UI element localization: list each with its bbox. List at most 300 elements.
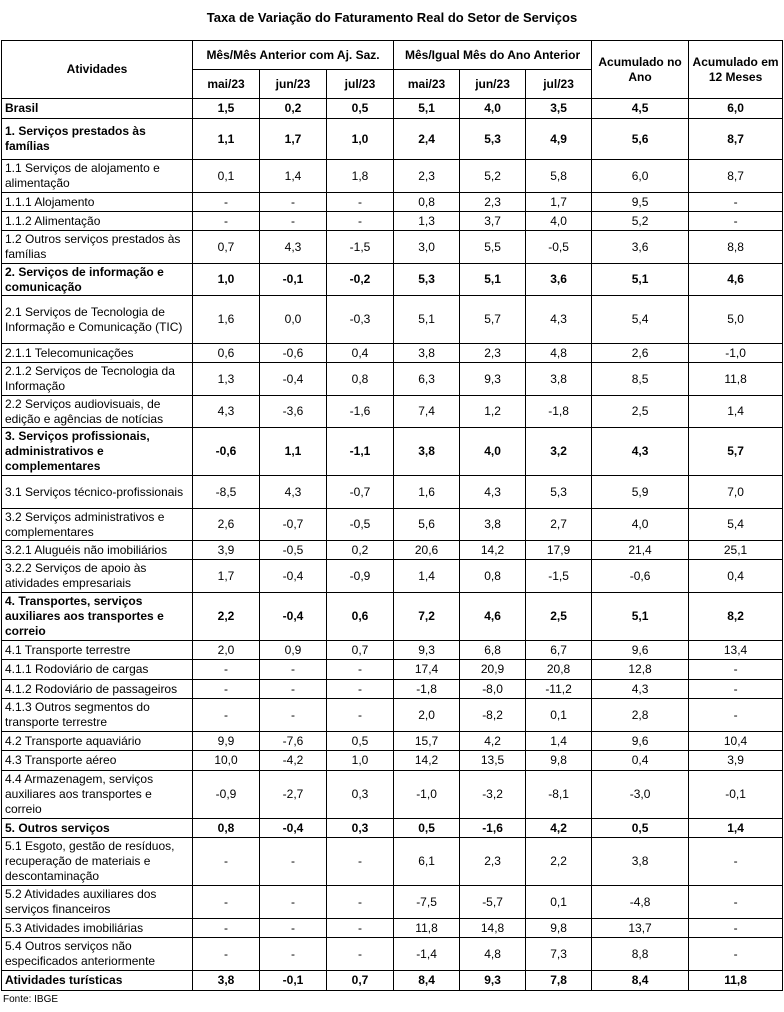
- value-cell: -0,6: [592, 560, 689, 593]
- value-cell: -4,2: [260, 751, 327, 771]
- value-cell: -3,6: [260, 396, 327, 428]
- row-label: 5.3 Atividades imobiliárias: [2, 919, 193, 938]
- value-cell: 5,7: [460, 296, 526, 344]
- value-cell: -0,9: [193, 771, 260, 819]
- value-cell: 3,8: [526, 363, 592, 396]
- value-cell: 4,3: [526, 296, 592, 344]
- table-row: [2, 509, 783, 541]
- value-cell: 0,9: [260, 641, 327, 660]
- table-row: [2, 476, 783, 509]
- value-cell: 1,0: [193, 264, 260, 296]
- value-cell: 8,8: [592, 938, 689, 971]
- value-cell: 11,8: [394, 919, 460, 938]
- value-cell: -1,6: [460, 819, 526, 838]
- table-row: [2, 119, 783, 160]
- value-cell: 5,6: [394, 509, 460, 541]
- value-cell: 9,6: [592, 732, 689, 751]
- value-cell: 14,2: [394, 751, 460, 771]
- table-row: [2, 919, 783, 938]
- value-cell: -2,7: [260, 771, 327, 819]
- value-cell: 4,3: [592, 680, 689, 699]
- value-cell: 8,7: [689, 160, 783, 193]
- value-cell: -0,6: [260, 344, 327, 363]
- value-cell: 3,9: [193, 541, 260, 560]
- table-row: [2, 886, 783, 919]
- table-row: [2, 699, 783, 732]
- value-cell: 7,4: [394, 396, 460, 428]
- value-cell: -11,2: [526, 680, 592, 699]
- value-cell: 13,4: [689, 641, 783, 660]
- value-cell: -: [193, 193, 260, 212]
- value-cell: -1,1: [327, 428, 394, 476]
- value-cell: -0,7: [327, 476, 394, 509]
- value-cell: 5,1: [460, 264, 526, 296]
- value-cell: 14,8: [460, 919, 526, 938]
- value-cell: 9,8: [526, 919, 592, 938]
- value-cell: 9,6: [592, 641, 689, 660]
- value-cell: 4,3: [460, 476, 526, 509]
- header-accumulated-12-months: Acumulado em 12 Meses: [689, 41, 783, 99]
- value-cell: 5,1: [394, 296, 460, 344]
- header-month-over-month: Mês/Mês Anterior com Aj. Saz.: [193, 41, 394, 70]
- value-cell: -: [193, 938, 260, 971]
- value-cell: 0,0: [260, 296, 327, 344]
- row-label: Brasil: [2, 99, 193, 119]
- value-cell: 1,6: [193, 296, 260, 344]
- row-label: 3.1 Serviços técnico-profissionais: [2, 476, 193, 509]
- value-cell: 2,4: [394, 119, 460, 160]
- value-cell: 1,5: [193, 99, 260, 119]
- value-cell: 0,8: [394, 193, 460, 212]
- value-cell: 0,5: [327, 732, 394, 751]
- value-cell: 0,2: [260, 99, 327, 119]
- value-cell: 0,6: [193, 344, 260, 363]
- value-cell: 1,0: [327, 119, 394, 160]
- value-cell: 4,3: [592, 428, 689, 476]
- value-cell: 1,1: [260, 428, 327, 476]
- value-cell: 1,6: [394, 476, 460, 509]
- row-label: 3. Serviços profissionais, administrativos e complementares: [2, 428, 193, 476]
- value-cell: 2,0: [193, 641, 260, 660]
- value-cell: -0,4: [260, 560, 327, 593]
- value-cell: 9,5: [592, 193, 689, 212]
- header-year-over-year: Mês/Igual Mês do Ano Anterior: [394, 41, 592, 70]
- value-cell: -: [689, 680, 783, 699]
- value-cell: 5,1: [592, 593, 689, 641]
- value-cell: 0,8: [193, 819, 260, 838]
- value-cell: 0,5: [592, 819, 689, 838]
- value-cell: -: [327, 660, 394, 680]
- value-cell: -0,5: [327, 509, 394, 541]
- value-cell: 5,6: [592, 119, 689, 160]
- value-cell: 8,4: [592, 971, 689, 991]
- value-cell: -3,0: [592, 771, 689, 819]
- value-cell: 6,1: [394, 838, 460, 886]
- value-cell: -: [260, 680, 327, 699]
- value-cell: 9,3: [394, 641, 460, 660]
- value-cell: 6,7: [526, 641, 592, 660]
- value-cell: 4,3: [193, 396, 260, 428]
- value-cell: -: [689, 838, 783, 886]
- value-cell: 25,1: [689, 541, 783, 560]
- value-cell: -0,3: [327, 296, 394, 344]
- row-label: 2. Serviços de informação e comunicação: [2, 264, 193, 296]
- value-cell: -: [260, 212, 327, 231]
- value-cell: 5,3: [394, 264, 460, 296]
- table-row: [2, 660, 783, 680]
- value-cell: 0,1: [193, 160, 260, 193]
- value-cell: 13,5: [460, 751, 526, 771]
- value-cell: 5,4: [592, 296, 689, 344]
- value-cell: 8,7: [689, 119, 783, 160]
- value-cell: 20,8: [526, 660, 592, 680]
- value-cell: -: [193, 660, 260, 680]
- value-cell: -: [689, 699, 783, 732]
- table-row: [2, 296, 783, 344]
- value-cell: 8,5: [592, 363, 689, 396]
- row-label: 3.2.2 Serviços de apoio às atividades empresariais: [2, 560, 193, 593]
- row-label: 3.2.1 Aluguéis não imobiliários: [2, 541, 193, 560]
- row-label: 4. Transportes, serviços auxiliares aos transportes e correio: [2, 593, 193, 641]
- value-cell: -: [327, 193, 394, 212]
- value-cell: 6,0: [592, 160, 689, 193]
- value-cell: 4,3: [260, 476, 327, 509]
- value-cell: 2,5: [526, 593, 592, 641]
- value-cell: 0,8: [460, 560, 526, 593]
- row-label: 4.4 Armazenagem, serviços auxiliares aos transportes e correio: [2, 771, 193, 819]
- row-label: 4.1.2 Rodoviário de passageiros: [2, 680, 193, 699]
- value-cell: 9,3: [460, 971, 526, 991]
- value-cell: 17,9: [526, 541, 592, 560]
- table-row: [2, 593, 783, 641]
- header-month-4: jun/23: [460, 70, 526, 99]
- value-cell: 2,2: [193, 593, 260, 641]
- value-cell: 10,4: [689, 732, 783, 751]
- value-cell: -0,6: [193, 428, 260, 476]
- row-label: 4.1.3 Outros segmentos do transporte terrestre: [2, 699, 193, 732]
- value-cell: -8,0: [460, 680, 526, 699]
- value-cell: -8,5: [193, 476, 260, 509]
- value-cell: 1,4: [689, 396, 783, 428]
- value-cell: 4,2: [526, 819, 592, 838]
- table-row: [2, 641, 783, 660]
- value-cell: 6,0: [689, 99, 783, 119]
- table-row: [2, 680, 783, 699]
- value-cell: -: [260, 660, 327, 680]
- row-label: 2.1.2 Serviços de Tecnologia da Informação: [2, 363, 193, 396]
- row-label: 4.1.1 Rodoviário de cargas: [2, 660, 193, 680]
- value-cell: -: [193, 212, 260, 231]
- table-row: [2, 363, 783, 396]
- value-cell: 3,8: [193, 971, 260, 991]
- value-cell: 5,2: [592, 212, 689, 231]
- value-cell: 11,8: [689, 971, 783, 991]
- value-cell: -1,8: [394, 680, 460, 699]
- value-cell: 1,4: [689, 819, 783, 838]
- value-cell: -0,1: [260, 264, 327, 296]
- value-cell: 4,2: [460, 732, 526, 751]
- value-cell: -0,5: [260, 541, 327, 560]
- value-cell: -1,8: [526, 396, 592, 428]
- value-cell: 3,8: [592, 838, 689, 886]
- table-row: [2, 212, 783, 231]
- value-cell: 5,0: [689, 296, 783, 344]
- value-cell: 4,6: [689, 264, 783, 296]
- value-cell: 2,6: [193, 509, 260, 541]
- row-label: 5.2 Atividades auxiliares dos serviços financeiros: [2, 886, 193, 919]
- header-month-0: mai/23: [193, 70, 260, 99]
- row-label: 5. Outros serviços: [2, 819, 193, 838]
- value-cell: -: [327, 212, 394, 231]
- table-title: Taxa de Variação do Faturamento Real do Setor de Serviços: [206, 10, 578, 25]
- value-cell: 1,3: [193, 363, 260, 396]
- value-cell: 4,8: [526, 344, 592, 363]
- value-cell: 4,0: [460, 99, 526, 119]
- value-cell: -: [193, 886, 260, 919]
- table-row: [2, 396, 783, 428]
- value-cell: 2,7: [526, 509, 592, 541]
- row-label: 1.1.1 Alojamento: [2, 193, 193, 212]
- value-cell: -: [689, 193, 783, 212]
- row-label: 4.3 Transporte aéreo: [2, 751, 193, 771]
- value-cell: -: [689, 660, 783, 680]
- value-cell: 2,3: [460, 344, 526, 363]
- table-row: [2, 231, 783, 264]
- value-cell: 1,7: [193, 560, 260, 593]
- value-cell: -0,7: [260, 509, 327, 541]
- value-cell: -4,8: [592, 886, 689, 919]
- header-month-5: jul/23: [526, 70, 592, 99]
- value-cell: 0,3: [327, 771, 394, 819]
- value-cell: 1,0: [327, 751, 394, 771]
- value-cell: 3,2: [526, 428, 592, 476]
- value-cell: 6,8: [460, 641, 526, 660]
- value-cell: 2,3: [460, 193, 526, 212]
- table-row: [2, 938, 783, 971]
- value-cell: 4,9: [526, 119, 592, 160]
- value-cell: 21,4: [592, 541, 689, 560]
- value-cell: 9,9: [193, 732, 260, 751]
- value-cell: 5,4: [689, 509, 783, 541]
- value-cell: 4,0: [592, 509, 689, 541]
- value-cell: 4,5: [592, 99, 689, 119]
- value-cell: -1,0: [689, 344, 783, 363]
- value-cell: 8,8: [689, 231, 783, 264]
- value-cell: 3,8: [394, 344, 460, 363]
- value-cell: 3,6: [592, 231, 689, 264]
- row-label: 1. Serviços prestados às famílias: [2, 119, 193, 160]
- value-cell: 2,2: [526, 838, 592, 886]
- value-cell: 7,2: [394, 593, 460, 641]
- value-cell: 1,8: [327, 160, 394, 193]
- value-cell: -: [260, 193, 327, 212]
- value-cell: 11,8: [689, 363, 783, 396]
- row-label: 1.2 Outros serviços prestados às famílias: [2, 231, 193, 264]
- table-row: [2, 838, 783, 886]
- value-cell: -0,5: [526, 231, 592, 264]
- value-cell: 8,4: [394, 971, 460, 991]
- value-cell: -1,0: [394, 771, 460, 819]
- value-cell: 3,8: [394, 428, 460, 476]
- value-cell: 7,0: [689, 476, 783, 509]
- value-cell: 5,1: [394, 99, 460, 119]
- value-cell: 1,1: [193, 119, 260, 160]
- value-cell: 0,3: [327, 819, 394, 838]
- value-cell: -0,2: [327, 264, 394, 296]
- value-cell: 1,2: [460, 396, 526, 428]
- value-cell: 1,4: [526, 732, 592, 751]
- value-cell: -: [260, 699, 327, 732]
- value-cell: 3,0: [394, 231, 460, 264]
- value-cell: 0,7: [327, 971, 394, 991]
- row-label: 5.1 Esgoto, gestão de resíduos, recuperação de materiais e descontaminação: [2, 838, 193, 886]
- table-row: [2, 99, 783, 119]
- value-cell: 1,3: [394, 212, 460, 231]
- value-cell: 2,8: [592, 699, 689, 732]
- value-cell: -5,7: [460, 886, 526, 919]
- value-cell: -8,2: [460, 699, 526, 732]
- value-cell: -: [260, 938, 327, 971]
- value-cell: -0,1: [689, 771, 783, 819]
- value-cell: 9,3: [460, 363, 526, 396]
- value-cell: 9,8: [526, 751, 592, 771]
- value-cell: -0,1: [260, 971, 327, 991]
- value-cell: 5,9: [592, 476, 689, 509]
- value-cell: 12,8: [592, 660, 689, 680]
- value-cell: 5,2: [460, 160, 526, 193]
- row-label: 4.2 Transporte aquaviário: [2, 732, 193, 751]
- source-note: Fonte: IBGE: [3, 994, 59, 1005]
- table-row: [2, 560, 783, 593]
- table-row: [2, 751, 783, 771]
- row-label: 2.1 Serviços de Tecnologia de Informação e Comunicação (TIC): [2, 296, 193, 344]
- value-cell: 2,3: [394, 160, 460, 193]
- value-cell: 3,6: [526, 264, 592, 296]
- value-cell: 0,4: [327, 344, 394, 363]
- value-cell: -: [327, 699, 394, 732]
- value-cell: 0,7: [193, 231, 260, 264]
- value-cell: -: [193, 699, 260, 732]
- value-cell: 8,2: [689, 593, 783, 641]
- row-label: Atividades turísticas: [2, 971, 193, 991]
- value-cell: 2,5: [592, 396, 689, 428]
- services-revenue-table: [1, 40, 783, 991]
- value-cell: -: [689, 212, 783, 231]
- value-cell: 0,5: [394, 819, 460, 838]
- row-label: 1.1.2 Alimentação: [2, 212, 193, 231]
- value-cell: -: [689, 919, 783, 938]
- value-cell: -7,6: [260, 732, 327, 751]
- header-accumulated-year: Acumulado no Ano: [592, 41, 689, 99]
- value-cell: -7,5: [394, 886, 460, 919]
- value-cell: 13,7: [592, 919, 689, 938]
- table-row: [2, 819, 783, 838]
- value-cell: 17,4: [394, 660, 460, 680]
- value-cell: 5,5: [460, 231, 526, 264]
- header-month-2: jul/23: [327, 70, 394, 99]
- table-row: [2, 732, 783, 751]
- value-cell: -: [193, 919, 260, 938]
- value-cell: 0,5: [327, 99, 394, 119]
- table-row: [2, 160, 783, 193]
- value-cell: -: [327, 838, 394, 886]
- value-cell: -: [260, 919, 327, 938]
- value-cell: -: [260, 838, 327, 886]
- value-cell: 15,7: [394, 732, 460, 751]
- value-cell: 1,7: [526, 193, 592, 212]
- table-row: [2, 771, 783, 819]
- value-cell: -: [260, 886, 327, 919]
- value-cell: 1,4: [394, 560, 460, 593]
- value-cell: 20,6: [394, 541, 460, 560]
- value-cell: 0,4: [689, 560, 783, 593]
- value-cell: 0,8: [327, 363, 394, 396]
- header-month-3: mai/23: [394, 70, 460, 99]
- value-cell: 7,8: [526, 971, 592, 991]
- table-row: [2, 428, 783, 476]
- header-atividades: Atividades: [2, 41, 193, 99]
- table-row: [2, 541, 783, 560]
- value-cell: 4,3: [260, 231, 327, 264]
- value-cell: 2,3: [460, 838, 526, 886]
- value-cell: 3,8: [460, 509, 526, 541]
- value-cell: 0,2: [327, 541, 394, 560]
- value-cell: 5,7: [689, 428, 783, 476]
- value-cell: 4,0: [460, 428, 526, 476]
- value-cell: 3,9: [689, 751, 783, 771]
- value-cell: -: [327, 938, 394, 971]
- value-cell: 0,1: [526, 886, 592, 919]
- value-cell: 4,0: [526, 212, 592, 231]
- value-cell: 0,1: [526, 699, 592, 732]
- value-cell: -0,4: [260, 593, 327, 641]
- value-cell: -: [689, 938, 783, 971]
- value-cell: 0,6: [327, 593, 394, 641]
- value-cell: -0,9: [327, 560, 394, 593]
- value-cell: -1,4: [394, 938, 460, 971]
- value-cell: 14,2: [460, 541, 526, 560]
- table-row: [2, 193, 783, 212]
- value-cell: -: [327, 886, 394, 919]
- value-cell: 4,6: [460, 593, 526, 641]
- value-cell: 3,7: [460, 212, 526, 231]
- value-cell: 10,0: [193, 751, 260, 771]
- value-cell: 0,7: [327, 641, 394, 660]
- table-row: [2, 264, 783, 296]
- value-cell: 2,0: [394, 699, 460, 732]
- value-cell: -8,1: [526, 771, 592, 819]
- value-cell: -1,5: [327, 231, 394, 264]
- value-cell: 5,8: [526, 160, 592, 193]
- row-label: 1.1 Serviços de alojamento e alimentação: [2, 160, 193, 193]
- value-cell: 20,9: [460, 660, 526, 680]
- value-cell: 1,4: [260, 160, 327, 193]
- value-cell: -1,6: [327, 396, 394, 428]
- row-label: 4.1 Transporte terrestre: [2, 641, 193, 660]
- value-cell: -3,2: [460, 771, 526, 819]
- value-cell: -: [327, 680, 394, 699]
- value-cell: 5,3: [460, 119, 526, 160]
- value-cell: 2,6: [592, 344, 689, 363]
- value-cell: -: [327, 919, 394, 938]
- row-label: 5.4 Outros serviços não especificados anteriormente: [2, 938, 193, 971]
- value-cell: -0,4: [260, 819, 327, 838]
- value-cell: 5,1: [592, 264, 689, 296]
- value-cell: 3,5: [526, 99, 592, 119]
- header-month-1: jun/23: [260, 70, 327, 99]
- table-row: [2, 971, 783, 991]
- value-cell: -: [193, 680, 260, 699]
